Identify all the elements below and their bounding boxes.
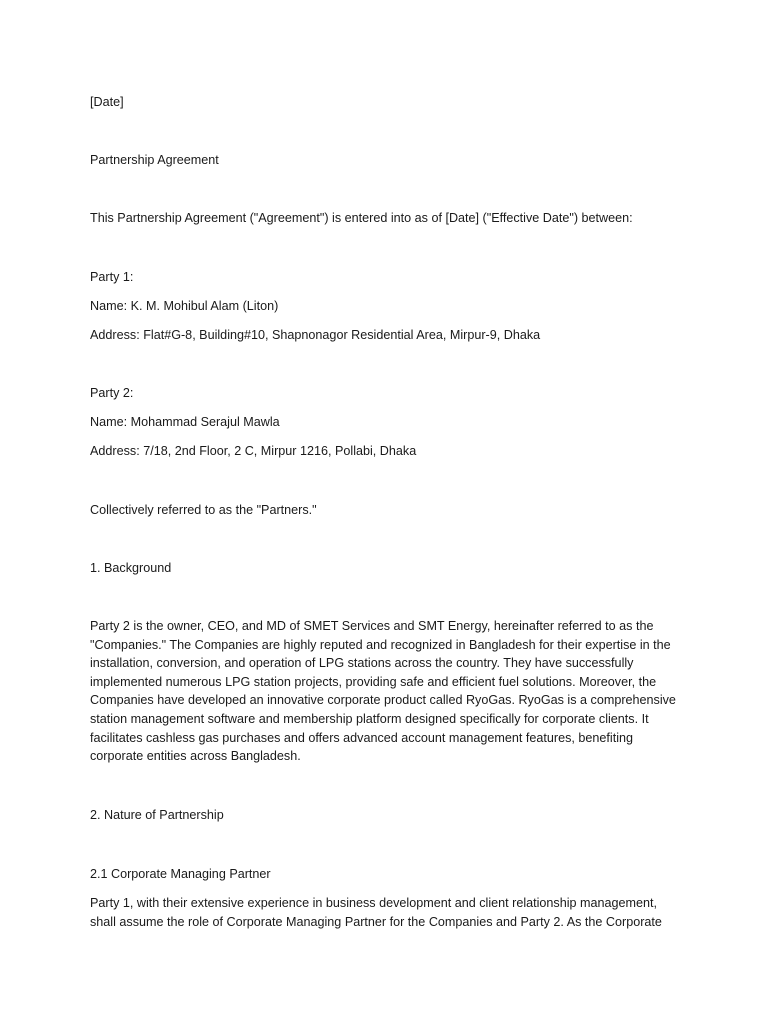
paragraph-line: station management software and membership platform designed specifically for corporate clients. It <box>90 711 649 726</box>
paragraph-line: implemented numerous LPG station projects, providing safe and efficient fuel solutions. Moreover, the <box>90 674 657 689</box>
section2-1-paragraph <box>90 894 690 931</box>
party2-address: Address: 7/18, 2nd Floor, 2 C, Mirpur 1216, Pollabi, Dhaka <box>90 444 417 458</box>
section1-paragraph <box>90 617 690 766</box>
paragraph-line: Party 1, with their extensive experience in business development and client relationship management, <box>90 896 658 910</box>
section2-1-heading: 2.1 Corporate Managing Partner <box>90 867 271 881</box>
party1-name: Name: K. M. Mohibul Alam (Liton) <box>90 299 279 313</box>
party2-heading: Party 2: <box>90 386 134 400</box>
date-line: [Date] <box>90 95 124 109</box>
paragraph-line: shall assume the role of Corporate Managing Partner for the Companies and Party 2. As the Corporate <box>90 914 662 929</box>
document-title: Partnership Agreement <box>90 153 219 167</box>
paragraph-line: Party 2 is the owner, CEO, and MD of SMET Services and SMT Energy, hereinafter referred to as the <box>90 619 654 633</box>
paragraph-line: facilitates cashless gas purchases and offers advanced account management features, benefiting <box>90 730 634 745</box>
section2-heading: 2. Nature of Partnership <box>90 808 224 822</box>
party1-address: Address: Flat#G-8, Building#10, Shapnonagor Residential Area, Mirpur-9, Dhaka <box>90 328 541 342</box>
paragraph-line: Companies have developed an innovative corporate product called RyoGas. RyoGas is a comprehensive <box>90 693 676 708</box>
intro-paragraph: This Partnership Agreement ("Agreement") is entered into as of [Date] ("Effective Date") between: <box>90 211 633 225</box>
paragraph-line: installation, conversion, and operation of LPG stations across the country. They have successfully <box>90 656 634 671</box>
collective-line: Collectively referred to as the "Partners." <box>90 503 317 517</box>
party2-name: Name: Mohammad Serajul Mawla <box>90 415 280 429</box>
paragraph-line: corporate entities across Bangladesh. <box>90 749 301 764</box>
paragraph-line: "Companies." The Companies are highly reputed and recognized in Bangladesh for their expertise in the <box>90 637 671 652</box>
party1-heading: Party 1: <box>90 270 134 284</box>
section1-heading: 1. Background <box>90 561 172 575</box>
